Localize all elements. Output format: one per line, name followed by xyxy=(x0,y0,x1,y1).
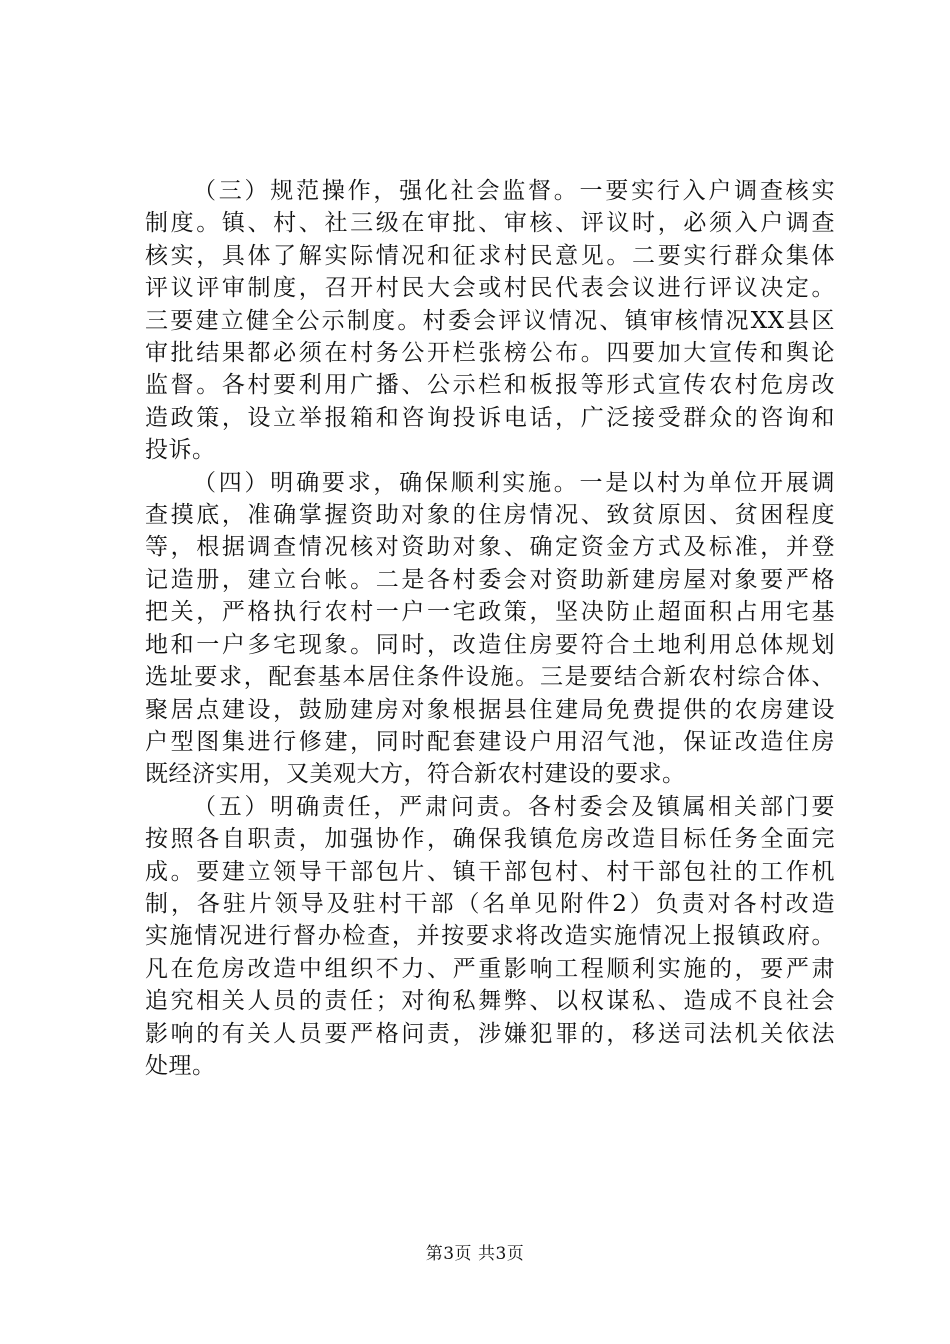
text-line: 聚居点建设，鼓励建房对象根据县住建局免费提供的农房建设 xyxy=(145,696,835,723)
page-number-footer: 第3页 共3页 xyxy=(425,1244,525,1264)
text-line: 户型图集进行修建，同时配套建设户用沼气池，保证改造住房 xyxy=(145,728,835,755)
paragraph-four xyxy=(145,467,835,791)
text-line: 查摸底，准确掌握资助对象的住房情况、致贫原因、贫困程度 xyxy=(145,502,835,529)
text-line: 按照各自职责，加强协作，确保我镇危房改造目标任务全面完 xyxy=(145,826,835,853)
paragraph-three xyxy=(145,175,835,467)
text-line: 投诉。 xyxy=(145,437,216,464)
paragraph-five xyxy=(145,791,835,1083)
text-line: 评议评审制度，召开村民大会或村民代表会议进行评议决定。 xyxy=(145,275,835,302)
text-line: 监督。各村要利用广播、公示栏和板报等形式宣传农村危房改 xyxy=(145,372,835,399)
text-line: 既经济实用，又美观大方，符合新农村建设的要求。 xyxy=(145,761,686,788)
text-line: （五）明确责任，严肃问责。各村委会及镇属相关部门要 xyxy=(193,793,835,820)
text-line: 选址要求，配套基本居住条件设施。三是要结合新农村综合体、 xyxy=(145,664,835,691)
text-line: 造政策，设立举报箱和咨询投诉电话，广泛接受群众的咨询和 xyxy=(145,404,835,431)
text-line: 制，各驻片领导及驻村干部（名单见附件2）负责对各村改造 xyxy=(145,890,835,917)
text-line: 追究相关人员的责任；对徇私舞弊、以权谋私、造成不良社会 xyxy=(145,988,835,1015)
text-line: 把关，严格执行农村一户一宅政策，坚决防止超面积占用宅基 xyxy=(145,599,835,626)
text-line: 成。要建立领导干部包片、镇干部包村、村干部包社的工作机 xyxy=(145,858,835,885)
text-line: 核实，具体了解实际情况和征求村民意见。二要实行群众集体 xyxy=(145,242,835,269)
text-line: 地和一户多宅现象。同时，改造住房要符合土地利用总体规划 xyxy=(145,631,835,658)
text-line: 等，根据调查情况核对资助对象、确定资金方式及标准，并登 xyxy=(145,534,835,561)
text-line: （四）明确要求，确保顺利实施。一是以村为单位开展调 xyxy=(193,469,835,496)
text-line: 影响的有关人员要严格问责，涉嫌犯罪的，移送司法机关依法 xyxy=(145,1020,835,1047)
text-line: 三要建立健全公示制度。村委会评议情况、镇审核情况XX县区 xyxy=(145,307,835,334)
text-line: 处理。 xyxy=(145,1052,216,1079)
text-line: 审批结果都必须在村务公开栏张榜公布。四要加大宣传和舆论 xyxy=(145,340,835,367)
text-line: 记造册，建立台帐。二是各村委会对资助新建房屋对象要严格 xyxy=(145,566,835,593)
text-line: 实施情况进行督办检查，并按要求将改造实施情况上报镇政府。 xyxy=(145,923,835,950)
text-line: 制度。镇、村、社三级在审批、审核、评议时，必须入户调查 xyxy=(145,210,835,237)
text-line: （三）规范操作，强化社会监督。一要实行入户调查核实 xyxy=(193,178,835,204)
document-body xyxy=(145,175,835,1082)
text-line: 凡在危房改造中组织不力、严重影响工程顺利实施的，要严肃 xyxy=(145,955,835,982)
